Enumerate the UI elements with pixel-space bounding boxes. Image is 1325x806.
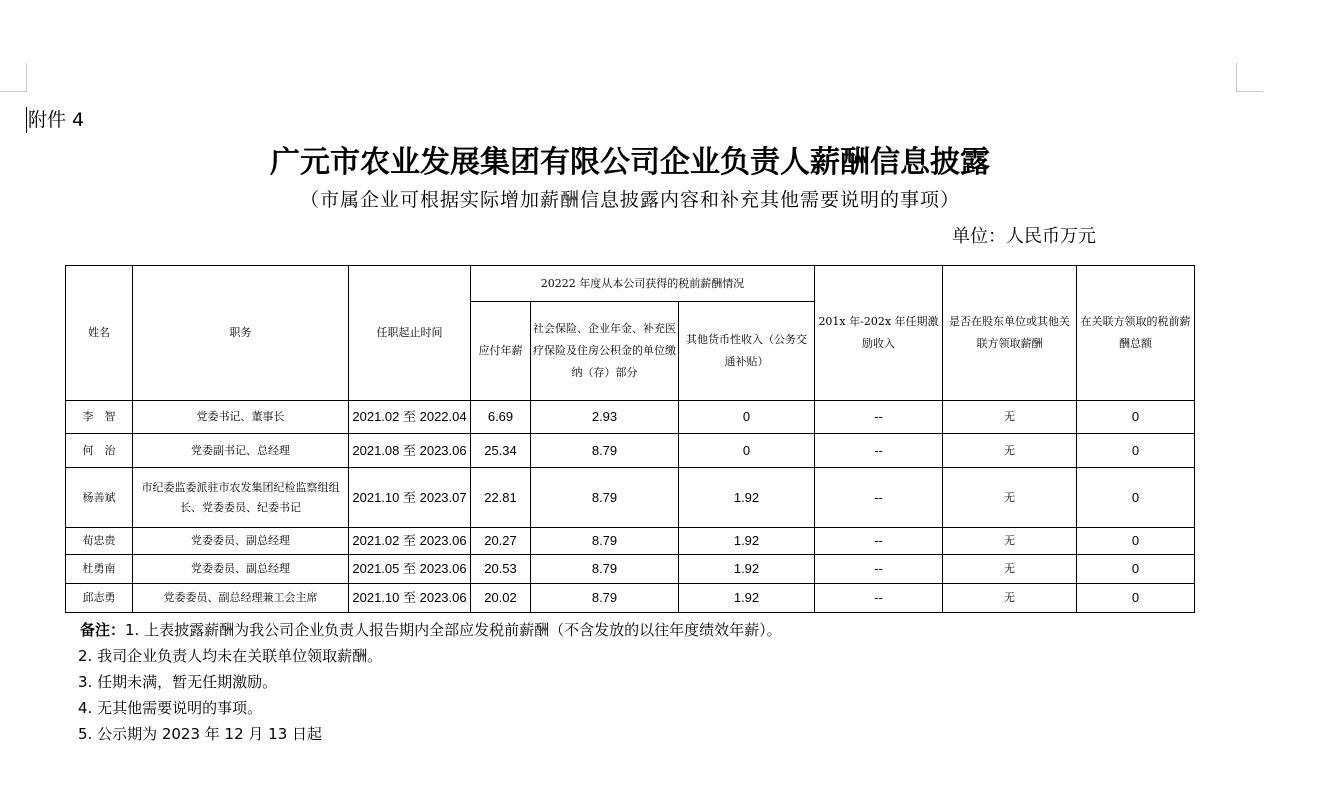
cell-name[interactable]: 杨善斌: [66, 468, 133, 528]
cell-shareholder[interactable]: 无: [943, 584, 1077, 613]
cell-other-income[interactable]: 1.92: [679, 555, 815, 584]
cell-insurance[interactable]: 8.79: [531, 555, 679, 584]
table-row: [66, 528, 1195, 555]
cell-tenure[interactable]: 2021.02 至 2022.04: [349, 401, 471, 434]
cell-salary[interactable]: 22.81: [471, 468, 531, 528]
note-line-2[interactable]: 2. 我司企业负责人均未在关联单位领取薪酬。: [78, 647, 383, 665]
note-line-4[interactable]: 4. 无其他需要说明的事项。: [78, 699, 263, 717]
header-name[interactable]: 姓名: [66, 266, 133, 401]
note-text: 1. 上表披露薪酬为我公司企业负责人报告期内全部应发税前薪酬（不含发放的以往年度绩效年薪）。: [125, 621, 782, 639]
notes-section: [80, 617, 782, 747]
cell-position[interactable]: 党委委员、副总经理: [133, 528, 349, 555]
cell-salary[interactable]: 20.27: [471, 528, 531, 555]
table-row: [66, 434, 1195, 468]
note-line-5[interactable]: 5. 公示期为 2023 年 12 月 13 日起: [78, 725, 323, 743]
cell-position[interactable]: 市纪委监委派驻市农发集团纪检监察组组长、党委委员、纪委书记: [133, 468, 349, 528]
page-corner-mark-left: [0, 63, 27, 92]
cell-name[interactable]: 邱志勇: [66, 584, 133, 613]
table-row: [66, 468, 1195, 528]
cell-incentive[interactable]: --: [815, 584, 943, 613]
cell-incentive[interactable]: --: [815, 555, 943, 584]
header-row-1: [66, 266, 1195, 302]
cell-tenure[interactable]: 2021.08 至 2023.06: [349, 434, 471, 468]
cell-incentive[interactable]: --: [815, 468, 943, 528]
cell-insurance[interactable]: 8.79: [531, 584, 679, 613]
note-line-3[interactable]: 3. 任期未满，暂无任期激励。: [78, 673, 278, 691]
cell-position[interactable]: 党委委员、副总经理: [133, 555, 349, 584]
cell-tenure[interactable]: 2021.10 至 2023.06: [349, 584, 471, 613]
cell-salary[interactable]: 20.02: [471, 584, 531, 613]
note-line-1[interactable]: [80, 617, 782, 643]
cell-insurance[interactable]: 8.79: [531, 528, 679, 555]
cell-related-total[interactable]: 0: [1077, 528, 1195, 555]
cell-name[interactable]: 杜勇南: [66, 555, 133, 584]
cell-insurance[interactable]: 2.93: [531, 401, 679, 434]
header-other-income[interactable]: 其他货币性收入（公务交通补贴）: [679, 302, 815, 401]
page-corner-mark-right: [1236, 63, 1263, 92]
cell-name[interactable]: 荀忠贵: [66, 528, 133, 555]
header-position[interactable]: 职务: [133, 266, 349, 401]
cell-shareholder[interactable]: 无: [943, 468, 1077, 528]
document-title[interactable]: 广元市农业发展集团有限公司企业负责人薪酬信息披露: [270, 145, 990, 180]
cell-related-total[interactable]: 0: [1077, 401, 1195, 434]
cell-other-income[interactable]: 0: [679, 401, 815, 434]
cell-insurance[interactable]: 8.79: [531, 434, 679, 468]
cell-shareholder[interactable]: 无: [943, 528, 1077, 555]
cell-salary[interactable]: 20.53: [471, 555, 531, 584]
table-row: [66, 584, 1195, 613]
header-incentive[interactable]: 201x 年-202x 年任期激励收入: [815, 266, 943, 401]
cell-other-income[interactable]: 1.92: [679, 584, 815, 613]
cell-related-total[interactable]: 0: [1077, 555, 1195, 584]
document-subtitle[interactable]: （市属企业可根据实际增加薪酬信息披露内容和补充其他需要说明的事项）: [299, 189, 960, 211]
cell-other-income[interactable]: 1.92: [679, 528, 815, 555]
cell-salary[interactable]: 25.34: [471, 434, 531, 468]
header-insurance[interactable]: 社会保险、企业年金、补充医疗保险及住房公积金的单位缴纳（存）部分: [531, 302, 679, 401]
cell-name[interactable]: 李 智: [66, 401, 133, 434]
notes-label: 备注：: [80, 621, 126, 639]
cell-insurance[interactable]: 8.79: [531, 468, 679, 528]
cell-related-total[interactable]: 0: [1077, 584, 1195, 613]
cell-position[interactable]: 党委委员、副总经理兼工会主席: [133, 584, 349, 613]
cell-related-total[interactable]: 0: [1077, 468, 1195, 528]
cell-shareholder[interactable]: 无: [943, 555, 1077, 584]
cell-incentive[interactable]: --: [815, 434, 943, 468]
header-tenure[interactable]: 任职起止时间: [349, 266, 471, 401]
attachment-label[interactable]: 附件 4: [28, 109, 85, 131]
header-related-total[interactable]: 在关联方领取的税前薪酬总额: [1077, 266, 1195, 401]
header-shareholder[interactable]: 是否在股东单位或其他关联方领取薪酬: [943, 266, 1077, 401]
cell-shareholder[interactable]: 无: [943, 434, 1077, 468]
header-group-pretax-salary[interactable]: 20222 年度从本公司获得的税前薪酬情况: [471, 266, 815, 302]
cell-shareholder[interactable]: 无: [943, 401, 1077, 434]
cell-tenure[interactable]: 2021.10 至 2023.07: [349, 468, 471, 528]
header-salary[interactable]: 应付年薪: [471, 302, 531, 401]
salary-table: [65, 265, 1195, 613]
cell-incentive[interactable]: --: [815, 528, 943, 555]
cell-incentive[interactable]: --: [815, 401, 943, 434]
cell-name[interactable]: 何 治: [66, 434, 133, 468]
cell-other-income[interactable]: 0: [679, 434, 815, 468]
cell-related-total[interactable]: 0: [1077, 434, 1195, 468]
cell-tenure[interactable]: 2021.05 至 2023.06: [349, 555, 471, 584]
table-row: [66, 401, 1195, 434]
cell-position[interactable]: 党委副书记、总经理: [133, 434, 349, 468]
cell-position[interactable]: 党委书记、董事长: [133, 401, 349, 434]
unit-label[interactable]: 单位：人民币万元: [952, 226, 1096, 247]
text-cursor: [26, 107, 27, 133]
cell-other-income[interactable]: 1.92: [679, 468, 815, 528]
cell-salary[interactable]: 6.69: [471, 401, 531, 434]
table-row: [66, 555, 1195, 584]
cell-tenure[interactable]: 2021.02 至 2023.06: [349, 528, 471, 555]
